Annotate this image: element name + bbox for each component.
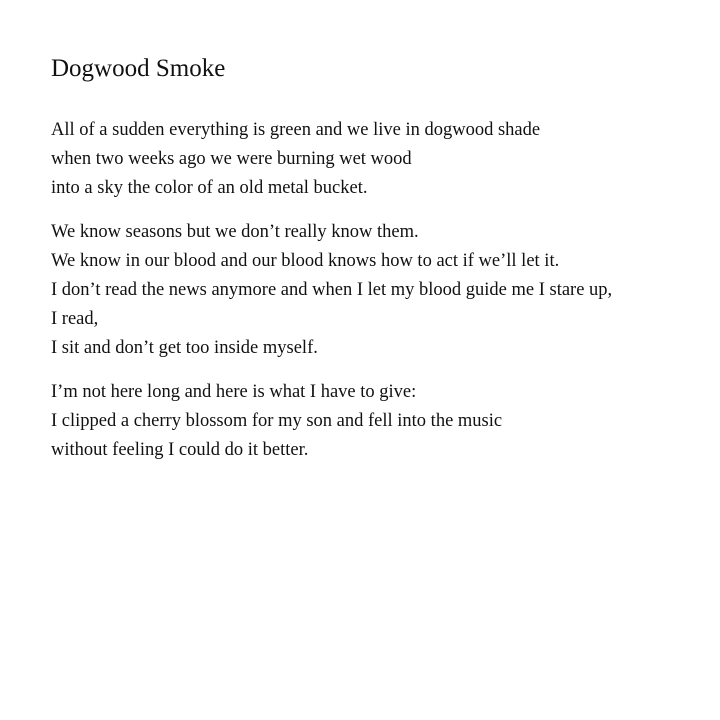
poem-line: without feeling I could do it better. [51,440,309,460]
poem-line: I don’t read the news anymore and when I let my blood guide me I stare up, [51,280,613,300]
poem-line: I clipped a cherry blossom for my son and fell into the music [51,411,503,431]
poem-line: We know seasons but we don’t really know them. [51,222,419,242]
poem-title: Dogwood Smoke [51,55,226,82]
poem-container [51,52,711,465]
poem-line: I sit and don’t get too inside myself. [51,338,318,358]
stanza-3 [51,378,711,465]
poem-line: All of a sudden everything is green and we live in dogwood shade [51,120,541,140]
poem-line: into a sky the color of an old metal bucket. [51,178,368,198]
poem-line: when two weeks ago we were burning wet wood [51,149,412,169]
stanza-2 [51,218,711,363]
poem-line: I’m not here long and here is what I have to give: [51,382,417,402]
stanza-1 [51,116,711,203]
poem-line: We know in our blood and our blood knows how to act if we’ll let it. [51,251,560,271]
poem-line: I read, [51,309,99,329]
